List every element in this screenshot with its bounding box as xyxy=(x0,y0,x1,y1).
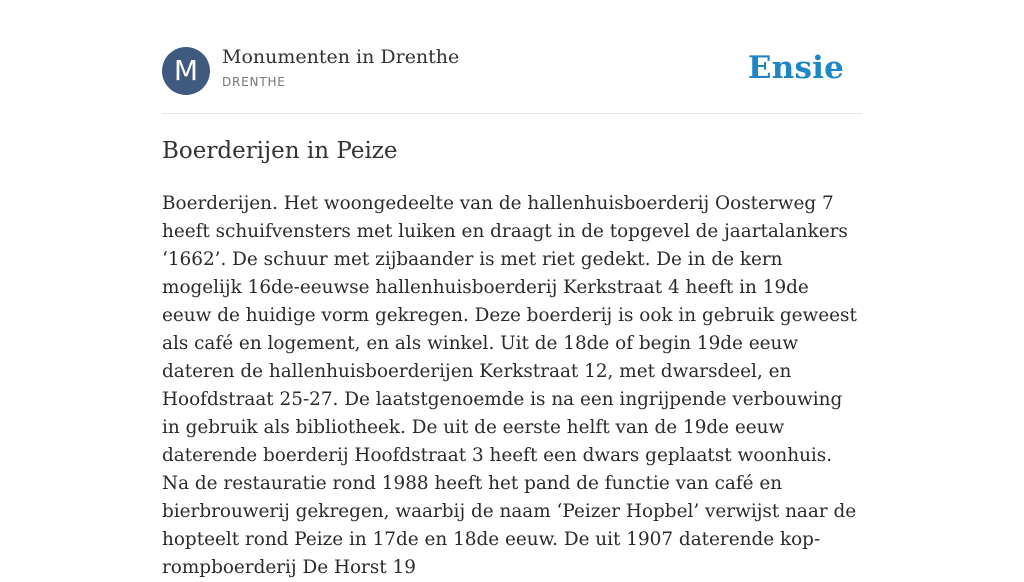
source-subtitle: DRENTHE xyxy=(222,75,286,89)
source-title-link[interactable]: Monumenten in Drenthe xyxy=(222,46,460,68)
article-body: Boerderijen. Het woongedeelte van de hallenhuisboerderij Oosterweg 7 heeft schuifvensters met luiken en draagt in de topgevel de jaartalankers ‘1662’. De schuur met zijbaander is met riet gedekt. De in de kern mogelijk 16de-eeuwse hallenhuisboerderij Kerkstraat 4 heeft in 19de eeuw de huidige vorm gekregen. Deze boerderij is ook in gebruik geweest als café en logement, en als winkel. Uit de 18de of begin 19de eeuw dateren de hallenhuisboerderijen Kerkstraat 12, met dwarsdeel, en Hoofdstraat 25-27. De laatstgenoemde is na een ingrijpende verbouwing in gebruik als bibliotheek. De uit de eerste helft van de 19de eeuw daterende boerderij Hoofdstraat 3 heeft een dwars geplaatst woonhuis. Na de restauratie rond 1988 heeft het pand de functie van café en bierbrouwerij gekregen, waarbij de naam ‘Peizer Hopbel’ verwijst naar de hopteelt rond Peize in 17de en 18de eeuw. De uit 1907 daterende kop-rompboerderij De Horst 19 xyxy=(162,193,857,578)
source-header xyxy=(162,0,862,114)
article-card xyxy=(162,0,862,578)
article-title: Boerderijen in Peize xyxy=(162,138,398,164)
source-avatar[interactable]: M xyxy=(162,47,210,95)
brand-logo[interactable]: Ensie xyxy=(747,50,844,86)
